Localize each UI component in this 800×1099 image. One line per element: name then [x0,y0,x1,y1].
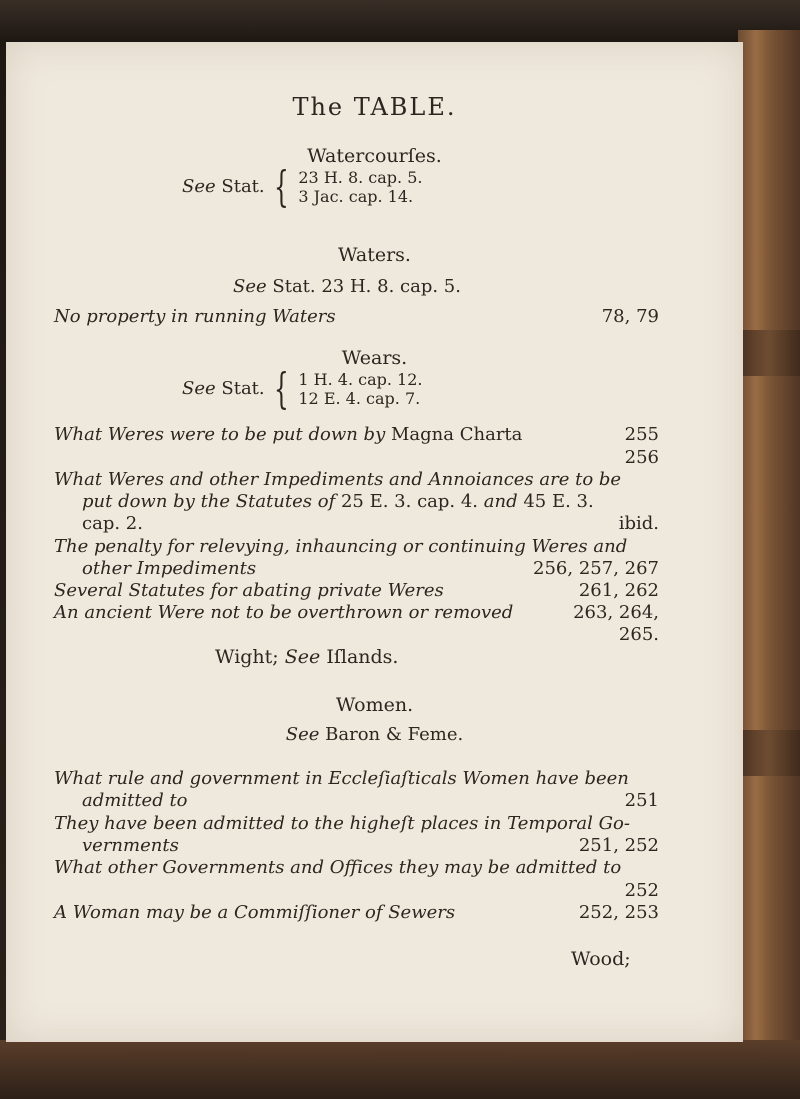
entry-row [54,602,659,624]
entry-text: What Weres were to be put down by [54,424,386,445]
heading-wight [215,646,398,668]
entry-pages: 261, 262 [578,580,659,601]
entry-pages: 78, 79 [601,306,659,327]
see-label: See [182,378,216,399]
stat-ref: Stat. 23 H. 8. cap. 5. [272,276,461,297]
heading-waters: Waters. [338,244,411,266]
entry-pages: 251 [624,790,659,811]
entry-row: What Weres and other Impediments and Annoiances are to be [54,469,622,490]
stat-ref: 23 H. 8. cap. 5. [298,168,423,187]
see-label: See [233,276,267,297]
stat-ref: 1 H. 4. cap. 12. [298,370,423,389]
brace: { [273,364,289,413]
entry-pages: ibid. [618,513,659,534]
heading-text: Wight; [215,646,279,668]
stat-ref: 12 E. 4. cap. 7. [298,389,421,408]
stat-label: Stat. [221,378,265,399]
spine-band [738,330,800,376]
page-bottom-edge [0,1040,800,1099]
entry-pages: 255 [624,424,659,445]
see-label: See [182,176,216,197]
entry-pages: 263, 264, [573,602,659,623]
stat-ref: cap. 2. [82,513,143,534]
entry-text: vernments [82,835,179,856]
see-ref-women [6,724,743,746]
entry-continuation [82,790,659,812]
entry-pages: 265. [618,624,659,645]
entry-text: put down by the Statutes of [82,491,336,512]
see-label: See [285,724,320,745]
entry-text: admitted to [82,790,188,811]
see-stat-wears [182,364,423,413]
heading-watercourses: Watercourſes. [307,145,442,167]
index-page [6,42,743,1042]
heading-wears: Wears. [341,347,408,369]
stat-ref: 25 E. 3. cap. 4. [340,491,484,512]
entry-continuation [82,513,659,535]
book-spine [738,30,800,1060]
stat-ref: 45 E. 3. [517,491,594,512]
entry-text: No property in running Waters [54,306,336,327]
entry-text: Several Statutes for abating private Weres [54,580,444,601]
entry-pages: 252 [624,880,659,901]
entry-row: What other Governments and Offices they may be admitted to [54,857,622,878]
cross-ref: Baron & Feme. [325,724,464,745]
entry-pages: 256 [624,447,659,468]
entry-upright: Magna Charta [391,424,523,445]
entry-pages: 251, 252 [578,835,659,856]
brace: { [273,162,289,211]
see-ref-waters [233,276,461,298]
entry-pages: 256, 257, 267 [533,558,659,579]
entry-row: The penalty for relevying, inhauncing or continuing Weres and [54,536,628,557]
entry-row [54,424,659,446]
catchword: Wood; [571,948,631,970]
spine-band [738,730,800,776]
entry-row: They have been admitted to the higheſt places in Temporal Go- [54,813,630,834]
entry-pages: 252, 253 [578,902,659,923]
cross-ref: Iſlands. [326,646,399,668]
entry-text: other Impediments [82,558,257,579]
entry-row: What rule and government in Eccleſiaſticals Women have been [54,768,629,789]
entry-continuation [82,491,659,513]
entry-row [54,580,659,602]
see-stat-watercourses [182,162,423,211]
see-label: See [284,646,321,668]
stat-ref: 3 Jac. cap. 14. [298,187,414,206]
heading-women: Women. [335,694,414,716]
entry-row [54,902,659,924]
page-title: The TABLE. [292,93,457,121]
entry-row [54,306,659,328]
entry-text: and [483,491,518,512]
stat-label: Stat. [221,176,265,197]
entry-text: A Woman may be a Commiſſioner of Sewers [54,902,456,923]
entry-continuation [82,558,659,580]
entry-continuation [82,835,659,857]
entry-text: An ancient Were not to be overthrown or removed [54,602,514,623]
